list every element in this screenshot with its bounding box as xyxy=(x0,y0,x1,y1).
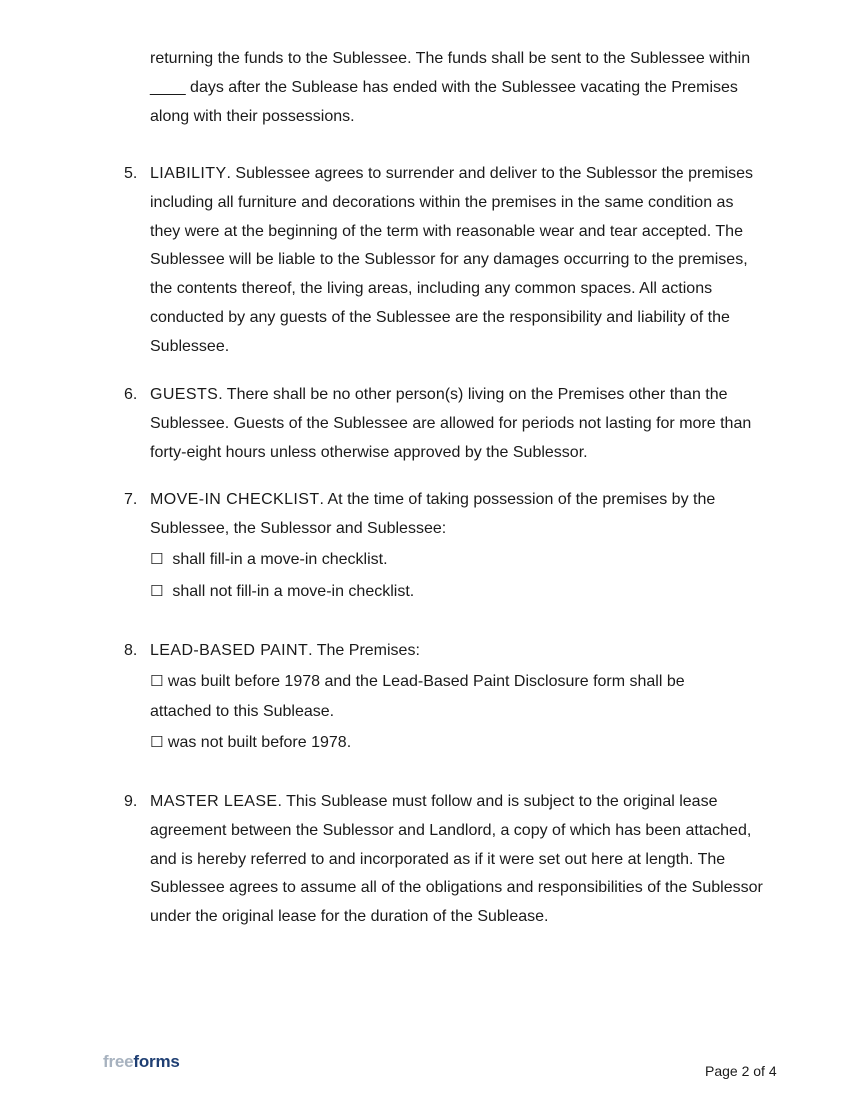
option-label: shall not fill-in a move-in checklist. xyxy=(172,583,415,600)
clause-heading: LIABILITY xyxy=(150,165,227,182)
clause-number: 7. xyxy=(124,491,138,508)
clause-number: 5. xyxy=(124,165,138,182)
option-label: was not built before 1978. xyxy=(167,734,352,751)
clause-text: . This Sublease must follow and is subject to the original lease agreement between the Sublessor and Landlord, a copy of which has been attached, and is hereby referred to and incorporated as if it were set out here at length. The Sublessee agrees to assume all of the obligations and responsibilities of the Sublessor under the original lease for the duration of the Sublease. xyxy=(150,793,763,926)
checkbox-icon[interactable]: ☐ xyxy=(150,733,164,751)
option-not-built-before-1978[interactable] xyxy=(150,728,351,757)
checkbox-icon[interactable]: ☐ xyxy=(150,582,164,600)
clause-number: 6. xyxy=(124,386,138,403)
option-shall-not-fill-checklist[interactable] xyxy=(150,577,414,606)
clause-text: . At the time of taking possession of the premises by the Sublessee, the Sublessor and Sublessee: xyxy=(150,491,716,537)
freeforms-logo xyxy=(103,1052,180,1072)
option-continuation-text xyxy=(150,698,334,726)
logo-free-part: free xyxy=(103,1052,134,1071)
clause-body xyxy=(150,637,765,666)
clause-number: 9. xyxy=(124,793,138,810)
page-number: Page 2 of 4 xyxy=(705,1063,777,1079)
clause-text: . The Premises: xyxy=(308,642,420,659)
clause-heading: LEAD-BASED PAINT xyxy=(150,642,309,659)
clause-heading: MASTER LEASE xyxy=(150,793,278,810)
clause-body xyxy=(150,486,765,544)
intro-paragraph: returning the funds to the Sublessee. The funds shall be sent to the Sublessee within ____ days after the Sublease has ended with the Sublessee vacating the Premises along with their possessions. xyxy=(150,50,751,125)
clause-heading: MOVE-IN CHECKLIST xyxy=(150,491,320,508)
checkbox-icon[interactable]: ☐ xyxy=(150,550,164,568)
option-label: attached to this Sublease. xyxy=(150,703,335,720)
clause-text: . Sublessee agrees to surrender and deliver to the Sublessor the premises including all furniture and decorations within the premises in the same condition as they were at the beginning of the term with reasonable wear and tear accepted. The Sublessee will be liable to the Sublessor for any damages occurring to the premises, the contents thereof, the living areas, including any common spaces. All actions conducted by any guests of the Sublessee are the responsibility and liability of the Sublessee. xyxy=(150,165,754,355)
checkbox-icon[interactable]: ☐ xyxy=(150,672,164,690)
clause-body xyxy=(150,381,765,467)
logo-forms-part: forms xyxy=(133,1052,180,1071)
option-label: shall fill-in a move-in checklist. xyxy=(172,551,388,568)
option-shall-fill-checklist[interactable] xyxy=(150,545,388,574)
clause-body xyxy=(150,788,765,932)
clause-number: 8. xyxy=(124,642,138,659)
option-built-before-1978[interactable] xyxy=(150,667,685,696)
clause-text: . There shall be no other person(s) living on the Premises other than the Sublessee. Guests of the Sublessee are allowed for periods not lasting for more than forty-eight hours unless otherwise approved by the Sublessor. xyxy=(150,386,752,461)
clause-heading: GUESTS xyxy=(150,386,219,403)
clause-body xyxy=(150,160,765,362)
option-label: was built before 1978 and the Lead-Based Paint Disclosure form shall be xyxy=(167,673,685,690)
